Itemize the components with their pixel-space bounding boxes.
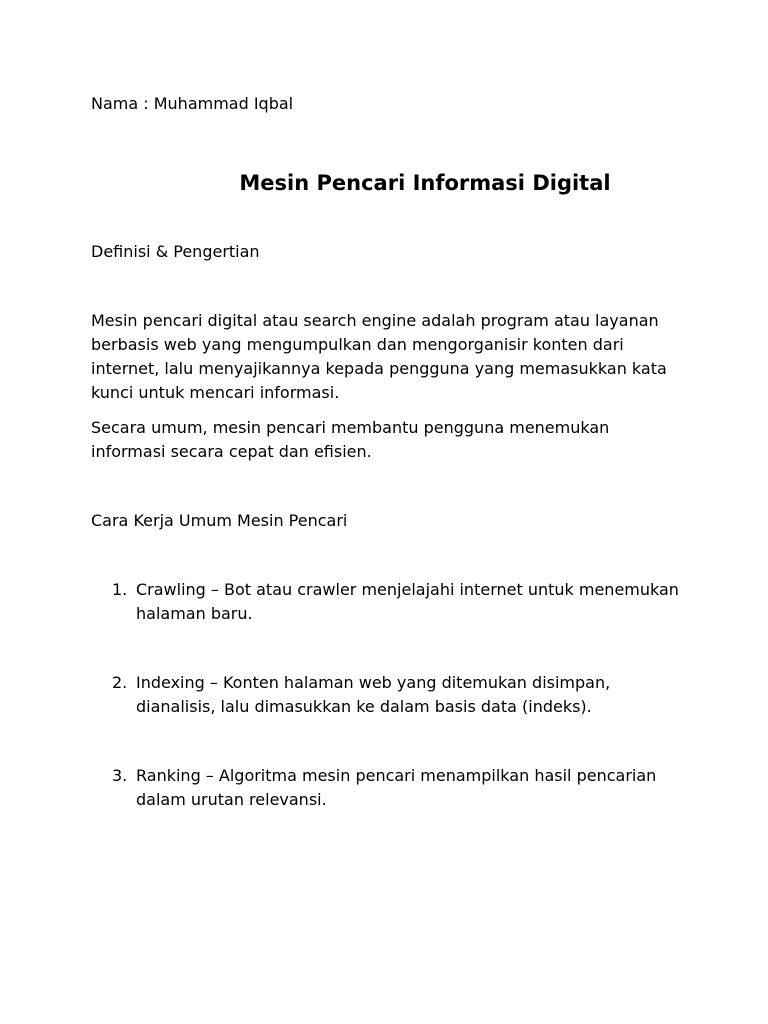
document-title: Mesin Pencari Informasi Digital (239, 171, 611, 195)
list-item-number: 2. (112, 673, 128, 692)
list-item (91, 578, 691, 626)
paragraph-summary: Secara umum, mesin pencari membantu pengguna menemukan informasi secara cepat dan efisien. (91, 418, 610, 461)
section-heading-how-it-works: Cara Kerja Umum Mesin Pencari (91, 511, 348, 530)
list-item (91, 764, 691, 812)
list-item-text: Indexing – Konten halaman web yang ditemukan disimpan, dianalisis, lalu dimasukkan ke dalam basis data (indeks). (136, 673, 611, 716)
author-name-line: Nama : Muhammad Iqbal (91, 94, 294, 113)
list-item-number: 3. (112, 766, 128, 785)
list-item-text: Ranking – Algoritma mesin pencari menampilkan hasil pencarian dalam urutan relevansi. (136, 766, 657, 809)
paragraph-definition: Mesin pencari digital atau search engine adalah program atau layanan berbasis web yang mengumpulkan dan mengorganisir konten dari internet, lalu menyajikannya kepada pengguna yang memasukkan kata kunci untuk mencari informasi. (91, 311, 667, 402)
steps-list (91, 578, 691, 857)
list-item (91, 671, 691, 719)
list-item-text: Crawling – Bot atau crawler menjelajahi internet untuk menemukan halaman baru. (136, 580, 679, 623)
section-heading-definition: Definisi & Pengertian (91, 242, 260, 261)
list-item-number: 1. (112, 580, 128, 599)
